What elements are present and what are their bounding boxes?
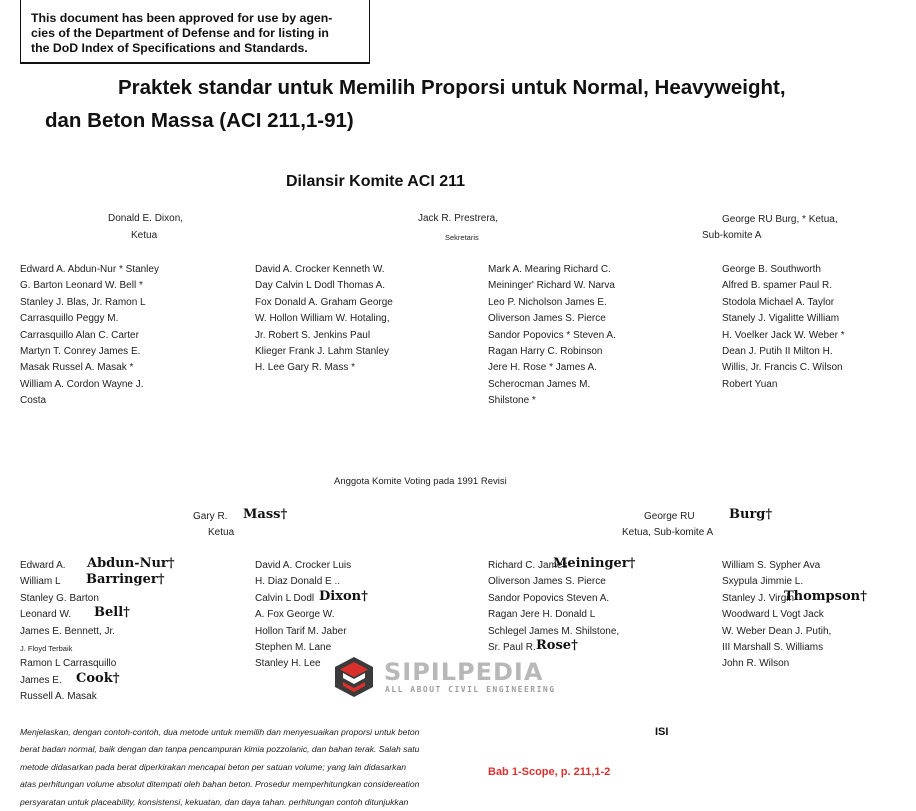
voting-member: Stanley H. Lee	[255, 658, 321, 669]
watermark-tagline: ALL ABOUT CIVIL ENGINEERING	[385, 685, 556, 694]
voting-member: William L	[20, 576, 61, 587]
voting-heading: Anggota Komite Voting pada 1991 Revisi	[334, 476, 507, 487]
abstract-line: metode didasarkan pada berat diperkirakan mencapai beton per satuan volume; yang lain didasarkan	[20, 761, 407, 772]
member-line: Stanley J. Blas, Jr. Ramon L	[20, 296, 146, 308]
voting-member: Oliverson James S. Pierce	[488, 576, 606, 587]
voting-member-surname: Thompson†	[784, 589, 867, 604]
member-line: Alfred B. spamer Paul R.	[722, 280, 833, 292]
member-line: Dean J. Putih II Milton H.	[722, 345, 833, 357]
member-line: G. Barton Leonard W. Bell *	[20, 280, 143, 292]
voting-member: Leonard W.	[20, 609, 72, 620]
member-line: Day Calvin L Dodl Thomas A.	[255, 280, 386, 292]
voting-member: Schlegel James M. Shilstone,	[488, 626, 620, 637]
abstract-line: atas perhitungan volume absolut ditempati oleh bahan beton. Prosedur memperhitungkan considereation	[20, 779, 420, 790]
abstract-text	[20, 724, 460, 811]
committee-heading: Dilansir Komite ACI 211	[286, 173, 466, 190]
voting-member-surname: Bell†	[94, 605, 130, 620]
officer-subchair-name: George RU Burg, * Ketua,	[722, 214, 838, 225]
voting-member: Sxypula Jimmie L.	[722, 576, 804, 587]
voting-chair-surname: Mass†	[243, 507, 288, 522]
voting-member: Sandor Popovics Steven A.	[488, 593, 610, 604]
member-line: Fox Donald A. Graham George	[255, 296, 393, 308]
voting-member-surname: Cook†	[76, 671, 120, 686]
notice-line: the DoD Index of Specifications and Standards.	[31, 41, 308, 55]
voting-subchair-name: George RU	[644, 511, 695, 522]
voting-member: H. Diaz Donald E ..	[255, 576, 341, 587]
notice-rule	[20, 62, 370, 64]
approval-notice-box	[20, 0, 370, 63]
members-column-2	[255, 262, 393, 377]
officer-secretary-role: Sekretaris	[445, 233, 479, 242]
members-column-4	[722, 262, 845, 393]
member-line: Sandor Popovics * Steven A.	[488, 329, 616, 341]
voting-subchair-role: Ketua, Sub-komite A	[622, 527, 714, 538]
voting-member: III Marshall S. Williams	[722, 642, 824, 653]
member-line: Carrasquillo Peggy M.	[20, 313, 119, 325]
voting-member: Hollon Tarif M. Jaber	[255, 626, 347, 637]
member-line: Stanely J. Vigalitte William	[722, 313, 840, 325]
officer-chair-role: Ketua	[131, 230, 158, 241]
contents-item-chapter-1[interactable]: Bab 1-Scope, p. 211,1-2	[488, 766, 611, 778]
members-column-1	[20, 262, 159, 410]
voting-chair-role: Ketua	[208, 527, 235, 538]
abstract-line: berat badan normal, baik dengan dan tanpa pencampuran kimia pozzolanic, dan bahan terak. Salah satu	[20, 744, 420, 755]
voting-member-surname: Barringer†	[86, 572, 165, 587]
officer-secretary-name: Jack R. Prestrera,	[418, 213, 499, 224]
member-line: Mark A. Mearing Richard C.	[488, 264, 611, 275]
member-line: Shilstone *	[488, 395, 536, 407]
voting-subchair-surname: Burg†	[729, 507, 773, 522]
voting-member: David A. Crocker Luis	[255, 560, 352, 571]
member-line: H. Lee Gary R. Mass *	[255, 362, 356, 374]
member-line: Willis, Jr. Francis C. Wilson	[722, 362, 843, 374]
sipilpedia-logo-icon	[333, 656, 375, 698]
member-line: Edward A. Abdun-Nur * Stanley	[20, 264, 159, 275]
voting-member: John R. Wilson	[722, 658, 790, 669]
member-line: Oliverson James S. Pierce	[488, 313, 606, 325]
voting-member: James E.	[20, 675, 62, 686]
abstract-line: Menjelaskan, dengan contoh-contoh, dua metode untuk memilih dan menyesuaikan proporsi untuk beton	[20, 727, 420, 737]
voting-member: Ramon L Carrasquillo	[20, 658, 117, 669]
notice-line: cies of the Department of Defense and for listing in	[31, 26, 329, 40]
voting-member: Stephen M. Lane	[255, 642, 332, 653]
voting-member-surname: Meininger†	[553, 556, 636, 571]
document-title-line2: dan Beton Massa (ACI 211,1-91)	[45, 109, 354, 132]
voting-member: Stanley G. Barton	[20, 593, 99, 604]
members-column-3	[488, 262, 616, 410]
member-line: Stodola Michael A. Taylor	[722, 296, 835, 308]
voting-member-surname: Abdun-Nur†	[87, 556, 175, 571]
voting-member: William S. Sypher Ava	[722, 560, 821, 571]
member-line: Martyn T. Conrey James E.	[20, 345, 141, 357]
voting-member: Woodward L Vogt Jack	[722, 609, 824, 620]
voting-member: J. Floyd Terbaik	[20, 644, 73, 653]
member-line: Leo P. Nicholson James E.	[488, 296, 607, 308]
member-line: Jr. Robert S. Jenkins Paul	[255, 329, 371, 341]
member-line: Costa	[20, 395, 47, 407]
member-line: Robert Yuan	[722, 378, 778, 390]
voting-member: Russell A. Masak	[20, 691, 97, 702]
member-line: Masak Russel A. Masak *	[20, 362, 134, 374]
member-line: W. Hollon William W. Hotaling,	[255, 313, 390, 325]
member-line: Carrasquillo Alan C. Carter	[20, 329, 139, 341]
member-line: Scherocman James M.	[488, 378, 591, 390]
member-line: Ragan Harry C. Robinson	[488, 345, 603, 357]
contents-heading: ISI	[655, 726, 669, 738]
voting-member: James E. Bennett, Jr.	[20, 626, 116, 637]
member-line: William A. Cordon Wayne J.	[20, 378, 144, 390]
voting-member: Richard C. James	[488, 560, 568, 571]
voting-chair-name: Gary R.	[193, 511, 228, 522]
voting-member-surname: Rose†	[536, 638, 578, 653]
abstract-line: persyaratan untuk placeability, konsistensi, kekuatan, dan daya tahan. perhitungan contoh ditunjukkan	[20, 796, 409, 807]
voting-member: Calvin L Dodl	[255, 593, 315, 604]
voting-member: Ragan Jere H. Donald L	[488, 609, 596, 620]
member-line: George B. Southworth	[722, 264, 821, 275]
voting-member: W. Weber Dean J. Putih,	[722, 626, 832, 637]
officer-subchair-role: Sub-komite A	[702, 230, 762, 241]
approval-notice-text	[31, 11, 367, 56]
member-line: Klieger Frank J. Lahm Stanley	[255, 345, 389, 357]
member-line: Jere H. Rose * James A.	[488, 362, 597, 374]
watermark-brand-name: SIPILPEDIA	[384, 658, 544, 686]
voting-member-surname: Dixon†	[319, 589, 368, 604]
notice-line: This document has been approved for use by agen-	[31, 11, 333, 25]
voting-member: Stanley J. Virgin	[722, 593, 795, 604]
document-title-line1: Praktek standar untuk Memilih Proporsi untuk Normal, Heavyweight,	[118, 76, 786, 99]
voting-member: A. Fox George W.	[255, 609, 335, 620]
officer-chair-name: Donald E. Dixon,	[108, 213, 184, 224]
member-line: H. Voelker Jack W. Weber *	[722, 329, 845, 341]
member-line: Meininger' Richard W. Narva	[488, 280, 615, 292]
voting-member: Edward A.	[20, 560, 66, 571]
voting-member: Sr. Paul R.	[488, 642, 536, 653]
member-line: David A. Crocker Kenneth W.	[255, 264, 385, 275]
